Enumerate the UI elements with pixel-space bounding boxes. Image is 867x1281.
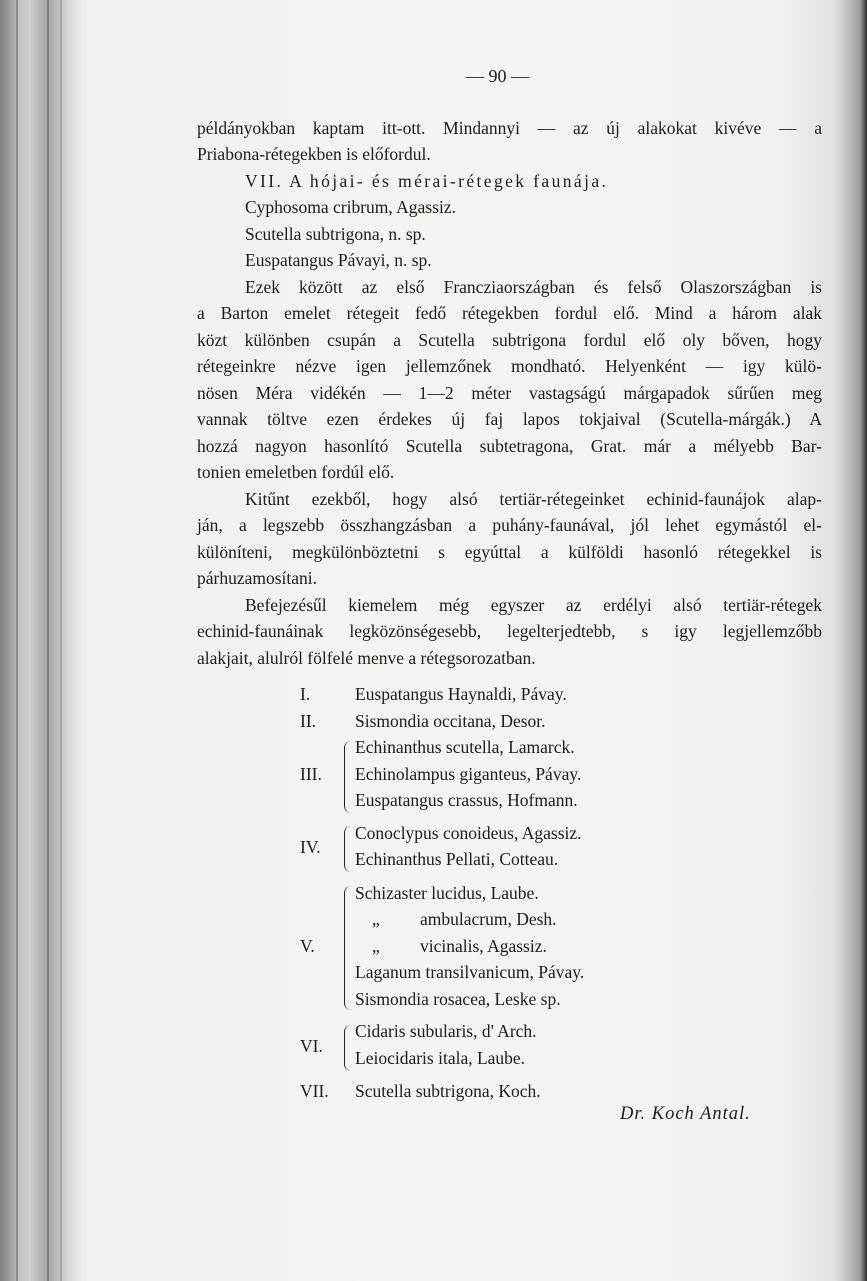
species-entry: Euspatangus crassus, Hofmann. (355, 790, 578, 810)
group-numeral: VII. (300, 1081, 329, 1101)
grouping-brace (344, 886, 351, 1010)
grouping-brace (344, 741, 351, 813)
group-numeral: VI. (300, 1036, 323, 1056)
group-numeral: I. (300, 684, 311, 704)
ditto-mark: „ (372, 909, 380, 929)
group-numeral: IV. (300, 837, 321, 857)
species-entry: Sismondia rosacea, Leske sp. (355, 989, 561, 1009)
gutter-line (60, 0, 62, 1281)
paragraph-line: Priabona-rétegekben is előfordul. (197, 144, 431, 164)
paragraph-line: különíteni, megkülönböztetni s egyúttal a külföldi hasonló rétegekkel is (197, 542, 822, 562)
paragraph-line: ján, a legszebb összhangzásban a puhány-faunával, jól lehet egymástól el- (197, 515, 822, 535)
species-entry: Euspatangus Haynaldi, Pávay. (355, 684, 567, 704)
paragraph-line: közt különben csupán a Scutella subtrigona fordul elő oly bőven, hogy (197, 330, 822, 350)
page-number: — 90 — (466, 66, 529, 86)
paragraph-line: alakjait, alulról fölfelé menve a rétegsorozatban. (197, 648, 536, 668)
species-entry: vicinalis, Agassiz. (420, 936, 547, 956)
species-entry: Cidaris subularis, d' Arch. (355, 1021, 537, 1041)
species-entry: Schizaster lucidus, Laube. (355, 883, 539, 903)
paragraph-line: nösen Méra vidékén — 1—2 méter vastagságú márgapadok sűrűen meg (197, 383, 822, 403)
group-numeral: V. (300, 936, 315, 956)
paragraph-line: hozzá nagyon hasonlító Scutella subtetragona, Grat. már a mélyebb Bar- (197, 436, 822, 456)
group-numeral: II. (300, 711, 317, 731)
species-entry: Echinanthus scutella, Lamarck. (355, 737, 575, 757)
gutter-line (47, 0, 49, 1281)
paragraph-line: rétegeinkre nézve igen jellemzőnek mondható. Helyenként — igy külö- (197, 356, 822, 376)
species-entry: Scutella subtrigona, Koch. (355, 1081, 541, 1101)
ditto-mark: „ (372, 936, 380, 956)
species-entry: Cyphosoma cribrum, Agassiz. (245, 197, 456, 217)
species-entry: Leiocidaris itala, Laube. (355, 1048, 526, 1068)
paragraph-line: Kitűnt ezekből, hogy alsó tertiär-rétegeinket echinid-faunájok alap- (245, 489, 822, 509)
author-signature: Dr. Koch Antal. (620, 1104, 751, 1124)
paragraph-line: tonien emeletben fordúl elő. (197, 462, 395, 482)
paragraph-line: echinid-faunáinak legközönségesebb, legelterjedtebb, s igy legjellemzőbb (197, 621, 822, 641)
species-entry: Conoclypus conoideus, Agassiz. (355, 823, 582, 843)
species-entry: Echinolampus giganteus, Pávay. (355, 764, 582, 784)
book-gutter (0, 0, 82, 1281)
species-entry: Sismondia occitana, Desor. (355, 711, 546, 731)
paragraph-line: párhuzamosítani. (197, 568, 318, 588)
species-entry: Euspatangus Pávayi, n. sp. (245, 250, 432, 270)
species-entry: ambulacrum, Desh. (420, 909, 557, 929)
paragraph-line: Ezek között az első Francziaországban és felső Olaszországban is (245, 277, 822, 297)
group-numeral: III. (300, 764, 322, 784)
grouping-brace (344, 826, 351, 872)
species-entry: Scutella subtrigona, n. sp. (245, 224, 426, 244)
paragraph-line: a Barton emelet rétegeit fedő rétegekben fordul elő. Mind a három alak (197, 303, 822, 323)
species-entry: Echinanthus Pellati, Cotteau. (355, 849, 559, 869)
paragraph-line: Befejezésűl kiemelem még egyszer az erdélyi alsó tertiär-rétegek (245, 595, 822, 615)
grouping-brace (344, 1025, 351, 1071)
paragraph-line: vannak töltve ezen érdekes új faj lapos tokjaival (Scutella-márgák.) A (197, 409, 822, 429)
section-heading: VII. A hójai- és mérai-rétegek faunája. (245, 171, 609, 191)
paragraph-line: példányokban kaptam itt-ott. Mindannyi — az új alakokat kivéve — a (197, 118, 822, 138)
gutter-line (16, 0, 18, 1281)
species-entry: Laganum transilvanicum, Pávay. (355, 962, 585, 982)
